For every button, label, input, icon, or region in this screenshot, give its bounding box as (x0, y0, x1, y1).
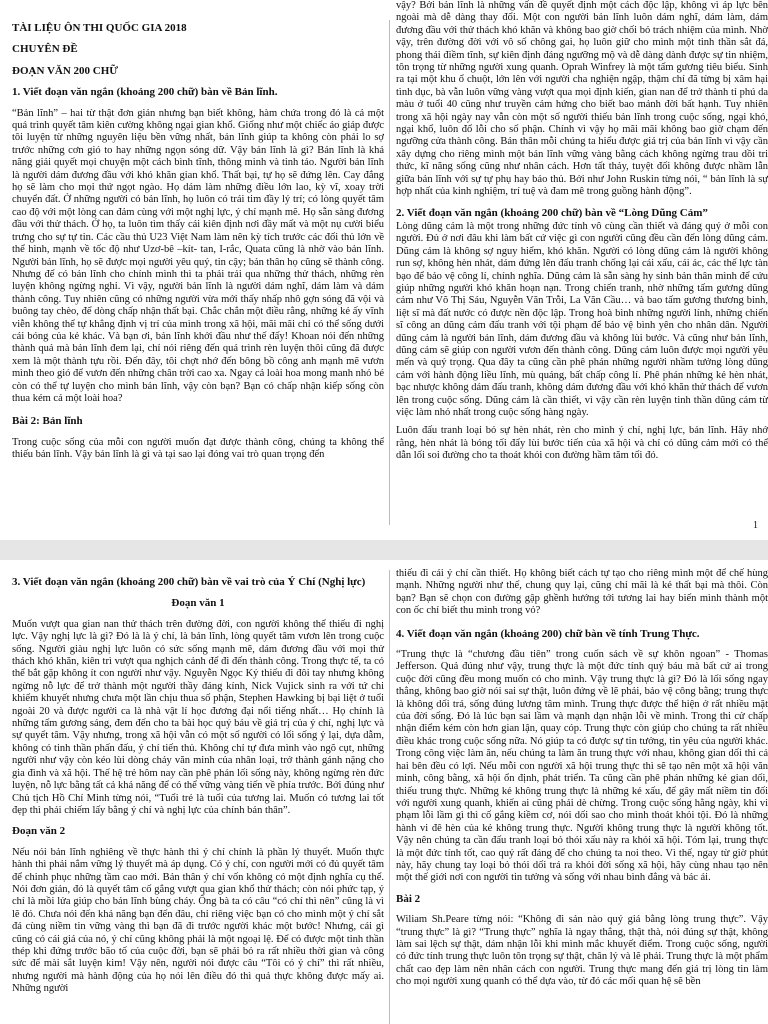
bai-2-ban-linh-body: Trong cuộc sống của mỗi con người muốn đạt được thành công, chúng ta không thể thiếu bản lĩnh. Vậy bản lĩnh là gì và tại sao lại đóng vai trò quan trọng đến (12, 436, 384, 461)
doan-van-1-heading: Đoạn văn 1 (171, 597, 225, 610)
column-divider (389, 20, 390, 525)
page-number: 1 (753, 520, 758, 531)
question-4-heading: 4. Viết đoạn văn ngắn (khoảng 200) chữ bàn về tính Trung Thực. (396, 627, 700, 640)
question-1-heading: 1. Viết đoạn văn ngắn (khoảng 200 chữ) bàn về Bản lĩnh. (12, 86, 278, 99)
page2-right-column (396, 568, 768, 995)
question-2-body: Lòng dũng cảm là một trong những đức tính vô cùng cần thiết và đáng quý ở mỗi con người. Đủ ở nơi đâu khi làm bất cứ việc gì con người cũng đều cần đến lòng dũng cảm. Dũng cảm là không sợ nguy hiểm, khó khăn. Người có lòng dũng cảm là người không run sợ, không hèn nhát, dám đứng lên đấu tranh chống lại cái xấu, cái ác, các thế lực tàn bạo để bảo vệ công lí, chính nghĩa. Dũng cảm là sẵn sàng hy sinh bản thân mình để cứu giúp những người khó khăn hoạn nạn. Trong chiến tranh, nhờ những tấm gương dũng cảm như Võ Thị Sáu, Nguyễn Văn Trỗi, La Văn Cầu… và bao tấm gương thương binh, liệt sĩ mà đất nước có được nền độc lập. Trong hoà bình những người lính, những chiến sĩ công an dũng cảm đấu tranh với tội phạm để bảo vệ bình yên cho nhân dân. Người dũng cảm là người bản lĩnh, dám đương đầu và không lùi bước. Và cũng như bản lĩnh, dũng cảm sẽ giúp con người vươn đến thành công. Dũng cảm luôn được mọi người yêu mến và quý trọng. Qua đây ta cũng cần phê phán những người nhầm tưởng lòng dũng cảm với hành động liều lĩnh, mù quáng, bất chấp công lí. Phê phán những kẻ hèn nhát, bạc nhược không dám đấu tranh, không dám đương đầu với khó khăn thử thách để vươn lên trong cuộc sống. Dũng cảm là cần thiết, vì vậy cần rèn luyện tinh thần dũng cảm từ việc làm nhỏ nhất trong cuộc sống hàng ngày. (396, 220, 768, 418)
page1-left-column (12, 22, 384, 468)
question-3-heading: 3. Viết đoạn văn ngắn (khoảng 200 chữ) bàn về vai trò của Ý Chí (Nghị lực) (12, 576, 366, 588)
doan-van-2-heading: Đoạn văn 2 (12, 825, 66, 838)
page1-right-column (396, 0, 768, 469)
question-4-body: “Trung thực là “chương đầu tiên” trong cuốn sách về sự khôn ngoan” - Thomas Jefferson. Quả đúng như vậy, trung thực là một đức tính quý báu mà bất cứ ai trong cuộc đời cũng đều mong muốn có cho mình. Vậy trung thực là gì? Đó là lối sống ngay thẳng, không bao giờ nói sai sự thật, luôn đứng về lẽ phải, bảo vệ công bằng; trung thực là không dối trá, sống đúng lương tâm mình. Trung thực được thể hiện ở rất nhiều mặt của đời sống. Đó là lúc bạn sai lầm và mạnh dạn nhận lỗi về mình. Trong thi cử chấp nhận điểm kém còn hơn gian lận, quay cóp. Trung thực còn giúp cho chúng ta rất nhiều điều khác trong cuộc sống nữa. Nó giúp ta có được sự tin tưởng, tin yêu của người khác. Trong công việc làm ăn, nếu chúng ta làm ăn trung thực với nhau, không gian dối thì cả hai bên đều có lợi. Nếu mỗi con người xã hội trung thực thì sẽ tạo nên một xã hội văn minh, công bằng, xã hội ổn định, phát triển. Ta cũng cần phê phán những kẻ gian dối, thiếu trung thực. Những kẻ không trung thực là những kẻ xấu, để gây mất niềm tin đối với người xung quanh, khiến ai cũng phải dè chừng. Trong cuộc sống hằng ngày, khi vi phạm lỗi lầm gì thì cố gắng kiềm cơ, nói dối sao cho mình thoát khỏi tội. Đó là những hành vi đê hèn của kẻ không trung thực. Người không trung thực là người không tốt. Vậy nên chúng ta cần đấu tranh loại bỏ thói xấu này ra khỏi xã hội. Tóm lại, trung thực là một đức tính tốt, cao quý rất đáng để cho chúng ta noi theo. Vì thế, ngay từ giờ phút này, hãy chung tay loại bỏ thói dối trá ra khỏi đời sống xã hội, hãy cùng nhau tạo nên một thế giới nơi con người tin tưởng và sống với nhau bình đẳng và bác ái. (396, 649, 768, 884)
column-divider (389, 570, 390, 1024)
ban-linh-continued-paragraph: vậy? Bởi bản lĩnh là những vấn đề quyết định một cách độc lập, không vì áp lực bên ngoài mà dễ dàng thay đổi. Một con người bản lĩnh luôn dám nghĩ, dám làm, dám đương đầu với thử thách khó khăn và không bao giờ chối bỏ trách nhiệm của mình. Nhờ vậy, trên đường đời với vô số chông gai, họ luôn giữ cho mình một tinh thần sắt đá, phong thái điềm tĩnh, sự kiên định đáng ngưỡng mộ và dễ dàng dành được sự tin nhiệm, tôn trọng từ những người xung quanh. Oprah Winfrey là một tấm gương tiêu biểu. Sinh ra tại một khu ổ chuột, lớn lên với người cha nghiện ngập, thậm chí đã từng bị xâm hại tình dục, bà vẫn luôn vững vàng vượt qua mọi định kiến, gian nan để trở thành tỉ phú da màu ở tuổi 40 cũng như truyền cảm hứng cho biết bao mảnh đời bất hạnh. Tuy nhiên trong xã hội ngày nay vẫn còn một số người thiếu bản lĩnh trong cuộc sống, ngại khó, ngại khổ, luôn đổ lỗi cho số phận. Chính vì vậy họ mãi mãi không bao giờ chạm đến ngưỡng cửa thành công. Bản thân mỗi chúng ta hiểu được giá trị của bản lĩnh vì vậy cần xây dựng cho riêng mình một bản lĩnh vững vàng bằng cách không ngừng trau dồi tri thức, kĩ năng sống cũng như nhân cách. Hơn tất thảy, tuyệt đối không được nhầm lẫn giữa bản lĩnh với sự tự phụ hay bảo thủ. Bởi như John Ruskin từng nói, “ bản lĩnh là sự hợp nhất của kinh nghiệm, trí tuệ và đam mê trong guồng hành động”. (396, 0, 768, 198)
document-page-2 (0, 560, 768, 1024)
document-section-title: ĐOẠN VĂN 200 CHỮ (12, 64, 119, 77)
bai-2-ban-linh-heading: Bài 2: Bản lĩnh (12, 415, 83, 428)
page-separator (0, 540, 768, 560)
question-1-body: “Bản lĩnh” – hai từ thật đơn giản nhưng bạn biết không, hàm chứa trong đó là cả một quá trình quyết tâm kiên cường không ngại gian khổ. Giống như một chiếc áo giáp được tôi luyện từ những nguyên liệu bền vững nhất, bản lĩnh giúp ta không còn phải lo sợ trước những cơn gió to hay những ngọn sóng dữ. Vậy bản lĩnh là gì? Bản lĩnh là khả năng giải quyết mọi chuyện một cách bình tĩnh, thông minh và tinh táo. Người bản lĩnh là người dám đương đầu với khó khăn gian khổ. Thất bại, tự họ sẽ đứng lên. Cay đắng họ sẽ làm cho mọi thứ ngọt ngào. Họ dám làm những điều lớn lao, kỳ vĩ, xoay trời chuyển đất. Ở những người có bản lĩnh, họ luôn có trái tim đầy lý trí; có lòng quyết tâm cao độ với một lòng can đảm cùng với một nghị lực, ý chí mạnh mẽ. Họ sẵn sàng đương đầu với thử thách. Ở họ, ta luôn tìm thấy cái kiên định nơi đầy mất và một nụ cười biểu trưng cho sự tự tin. Các cầu thủ U23 Việt Nam làm nên kỳ tích trước các đối thủ lớn về thể hình, mạnh về tốc độ như Uzơ-bê –kít- tan, I-rắc, Quata cũng là nhờ vào bản lĩnh. Người bản lĩnh, họ sẽ được mọi người yêu quý, tin cậy; bản thân họ cũng sẽ thành công. Nhưng để có bản lĩnh cho chính mình thì ta phải trải qua những thử thách, những rèn luyện không ngừng nghỉ. Vì vậy, người bản lĩnh là người dám nghĩ, dám làm và dám thành công. Tuy nhiên cũng có những người vừa mới thấy nhấp nhô gợn sóng đã vội và buông tay chèo, để dòng chấp nhận thất bại. Chắc chắn một điều rằng, những kẻ ấy vĩnh viễn không thể tự khẳng định vị trí của mình trong xã hội, mãi mãi chỉ có thể sống dưới cái bóng của kẻ khác. Và bạn ơi, bản lĩnh khởi đầu như thế đấy! Khoan nói đến những thành quả mà bản lĩnh đem lại, chỉ nói riêng đến quá trình rèn luyện thôi cũng đã được xem là một thành tựu rồi. Đến đây, tôi chợt nhớ đến bông bồ công anh mạnh mẽ vươn mình theo gió để vươn đến những chân trời cao xa. Ngay cả loài hoa mong manh nhỏ bé còn có thể tự luyện cho mình bản lĩnh, vậy còn bạn? Bạn có chấp nhận kiếp sống còn thua kém cả một loài hoa? (12, 107, 384, 404)
bai-2-trung-thuc-body: Wiliam Sh.Peare từng nói: “Không đi sản nào quý giá bằng lòng trung thực”. Vậy “trung thực” là gì? “Trung thực” nghĩa là ngay thẳng, thật thà, nói đúng sự thật, không làm sai lệch sự thật, dám nhận lỗi khi mình mắc khuyết điểm. Trong cuộc sống, người có đức tính trung thực luôn tôn trọng sự thật, chân lý và lẽ phải. Trung thực là một phẩm chất cao đẹp làm nên nhân cách con người. Trung thực mang đến giá trị lòng tin làm cho mọi người xung quanh có thể dựa vào, từ đó các mối quan hệ sẽ bền (396, 914, 768, 988)
doan-van-1-body: Muốn vượt qua gian nan thử thách trên đường đời, con người không thể thiếu đi nghị lực. Vậy nghị lực là gì? Đó là là ý chí, là bản lĩnh, lòng quyết tâm vươn lên trong cuộc sống. Người giàu nghị lực luôn có sức sống mạnh mẽ, dám đương đầu với mọi thử thách khó khăn, kiên trì vượt qua nghịch cảnh để đi đến thành công. Trong thực tế, ta có thể bắt gặp không ít con người như vậy. Nguyễn Ngọc Ký thiếu đi đôi tay nhưng không ngừng nỗ lực để trở thành một người thầy đáng kính, Nick Vujick sinh ra với tứ chi khiếm khuyết nhưng chưa một lần chịu thua số phận, Stephen Hawking bị bại liệt ở tuổi ngoài 20 và được người ca là nhà vật lí học đương đại nổi tiếng nhất… Họ chính là những tấm gương sáng, đem đến cho ta bài học quý báu về giá trị của ý chí, nghị lực và sự quyết tâm. Vậy nhưng, trong xã hội vẫn có một số người có lối sống ỷ lại, dựa dẫm, không có tinh thần phấn đấu, ý chí tiến thủ. Không chỉ tự đưa mình vào ngõ cụt, những người như vậy còn kéo lùi dòng chảy văn minh của nhân loại, trở thành gánh nặng cho gia đình và xã hội. Thế hệ trẻ hôm nay cần phê phán lối sống này, không ngừng rèn đức luyện, nỗ lực bằng tất cả khả năng để có thể vững vàng tiến về phía trước. Bởi đúng như Chủ tịch Hồ Chí Minh từng nói, “Tuổi trẻ là tuổi của tương lai. Muốn có tương lai tốt đẹp thì phải chiếm lấy bằng ý chí và nghị lực của chính bản thân”. (12, 618, 384, 816)
question-2-conclusion: Luôn đấu tranh loại bỏ sự hèn nhát, rèn cho mình ý chí, nghị lực, bản lĩnh. Hãy nhớ rằng, hèn nhát là bóng tối đẩy lùi bước tiến của xã hội và chỉ có dũng cảm mới có thể dẫn lối soi đường cho ta thoát khỏi con đường hầm tăm tối đó. (396, 425, 768, 462)
page2-left-column (12, 576, 384, 1002)
document-subtitle: CHUYÊN ĐỀ (12, 43, 78, 56)
question-2-heading: 2. Viết đoạn văn ngắn (khoảng 200 chữ) bàn về “Lòng Dũng Cảm” (396, 206, 708, 219)
doan-van-2-body: Nếu nói bản lĩnh nghiêng về thực hành thì ý chí chính là phần lý thuyết. Muốn thực hành thì phải nắm vững lý thuyết mà áp dụng. Có ý chí, con người mới có đủ quyết tâm để chinh phục những tầm cao mới. Bản thân ý chí vốn không có một định nghĩa cụ thể. Nói đơn giản, đó là quyết tâm cố gắng vượt qua gian khổ thử thách; còn nói phức tạp, ý chí là mồi lửa giúp cho bản lĩnh bùng cháy. Ông bà ta có câu “có chí thì nên” cũng là vì lẽ đó. Chưa nói đến khả năng bạn đến đâu, chỉ riêng việc bạn có cho mình một ý chí sắt đá cùng niềm tin vững vàng thì bạn đã đi trước người khác một bước! Nhưng, cái gì cũng có cái giá của nó, ý chí cũng không phải là một ngoại lệ. Để có được một tinh thần thép khi đứng trước bão tố của cuộc đời, bạn sẽ phải bỏ ra rất nhiều thời gian và công sức để mài sắt luyện kim! Vậy nên, người nói được câu “Tôi có ý chí” thì rất nhiều, nhưng người mà hành động của họ nói lên điều đó thì quả thực không được mấy ai. Những người (12, 846, 384, 995)
bai-2-trung-thuc-heading: Bài 2 (396, 892, 421, 905)
document-title: TÀI LIỆU ÔN THI QUỐC GIA 2018 (12, 22, 187, 34)
y-chi-continued-paragraph: thiếu đi cái ý chí cần thiết. Họ không biết cách tự tạo cho riêng mình một để chế hùng mạnh. Những người như thế, chung quy lại, cũng chỉ mãi là kẻ thất bại mà thôi. Còn bạn? Bạn sẽ chọn con đường gập ghềnh hướng tới tương lai hay biến mình thành một con ốc chỉ biết thu mình trong vỏ? (396, 568, 768, 617)
